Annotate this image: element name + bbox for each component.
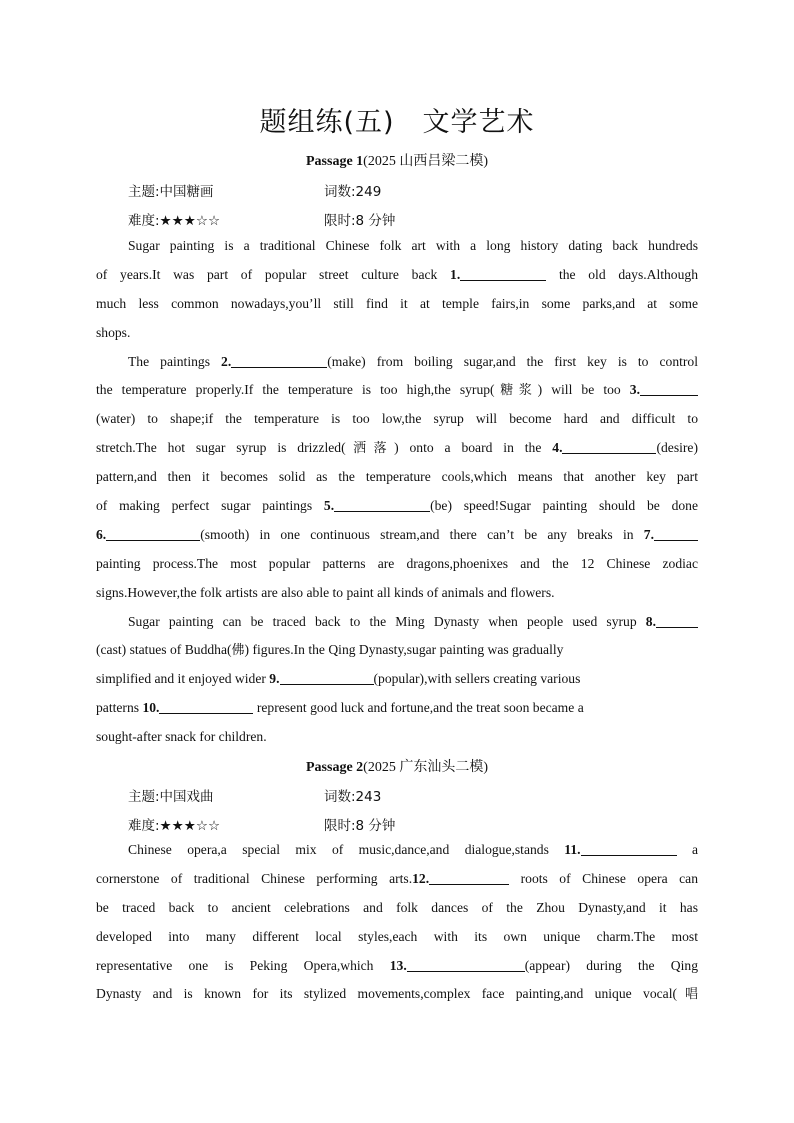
passage-2-theme: 主题:中国戏曲 — [128, 789, 214, 805]
answer-blank-2[interactable] — [231, 353, 327, 368]
text-line: Sugar painting can be traced back to the Ming Dynasty when people used syrup 8. — [96, 608, 698, 637]
text-line: painting process.The most popular patterns are dragons,phoenixes and the 12 Chinese zodiac — [96, 555, 698, 571]
page-title: 题组练(五) 文学艺术 — [259, 107, 535, 138]
blank-number: 7. — [643, 526, 654, 542]
blank-number: 6. — [96, 526, 107, 542]
answer-blank-5[interactable] — [334, 497, 430, 512]
answer-blank-10[interactable] — [159, 699, 253, 714]
passage-2-word-count: 词数:243 — [324, 789, 382, 805]
answer-blank-13[interactable] — [407, 957, 525, 972]
passage-2-time-limit: 限时:8 分钟 — [324, 818, 396, 834]
text-line: The paintings 2. (make) from boiling sugar,and the first key is to control — [128, 353, 698, 369]
text-line: 6. (smooth) in one continuous stream,and there can’t be any breaks in 7. — [96, 521, 698, 550]
text-line: sought-after snack for children. — [96, 729, 267, 745]
passage-2-header — [0, 756, 794, 776]
blank-number: 9. — [269, 671, 280, 687]
text-line: simplified and it enjoyed wider 9. (popular),with sellers creating various — [96, 671, 581, 687]
text-line: pattern,and then it becomes solid as the temperature cools,which means that another key part — [96, 469, 698, 485]
text-line: shops. — [96, 324, 131, 340]
blank-number: 13. — [389, 957, 407, 973]
passage-1-difficulty: 难度:★★★☆☆ — [128, 213, 221, 229]
answer-blank-9[interactable] — [280, 670, 374, 685]
passage-2-difficulty: 难度:★★★☆☆ — [128, 818, 221, 834]
passage-2-label: Passage 2 — [306, 760, 364, 775]
answer-blank-8[interactable] — [656, 613, 698, 628]
answer-blank-11[interactable] — [581, 841, 677, 856]
answer-blank-7[interactable] — [654, 526, 698, 541]
text-line: Chinese opera,a special mix of music,dance,and dialogue,stands 11. a — [128, 842, 698, 857]
blank-number: 5. — [323, 498, 335, 514]
text-line: signs.However,the folk artists are also able to paint all kinds of animals and flowers. — [96, 584, 555, 600]
passage-1-word-count: 词数:249 — [324, 184, 382, 200]
blank-number: 8. — [645, 613, 656, 629]
blank-number: 2. — [221, 353, 232, 369]
text-line: Dynasty and is known for its stylized movements,complex face painting,and unique vocal(唱 — [96, 986, 698, 1003]
blank-number: 3. — [629, 382, 640, 398]
text-line: cornerstone of traditional Chinese performing arts.12. roots of Chinese opera can — [96, 870, 698, 886]
text-line: stretch.The hot sugar syrup is drizzled(洒落) onto a board in the 4. (desire) — [96, 440, 698, 457]
answer-blank-4[interactable] — [562, 439, 656, 454]
passage-1-time-limit: 限时:8 分钟 — [324, 213, 396, 229]
blank-number: 12. — [412, 870, 430, 886]
blank-number: 1. — [450, 266, 461, 282]
text-line: (cast) statues of Buddha(佛) figures.In the Qing Dynasty,sugar painting was gradually — [96, 642, 564, 659]
answer-blank-12[interactable] — [429, 870, 509, 885]
answer-blank-3[interactable] — [640, 381, 698, 396]
text-line: of making perfect sugar paintings 5. (be) speed!Sugar painting should be done — [96, 498, 698, 514]
passage-1-label: Passage 1 — [306, 154, 364, 169]
text-line: Sugar painting is a traditional Chinese folk art with a long history dating back hundreds — [128, 238, 698, 253]
passage-1-body — [96, 232, 698, 752]
blank-number: 11. — [564, 842, 581, 857]
passage-2-body — [96, 836, 698, 1009]
passage-1-source: (2025 山西吕梁二模) — [363, 154, 488, 169]
text-line: be traced back to ancient celebrations and folk dances of the Zhou Dynasty,and it has — [96, 899, 698, 915]
blank-number: 4. — [552, 440, 563, 456]
text-line: developed into many different local styles,each with its own unique charm.The most — [96, 928, 698, 944]
passage-1-theme: 主题:中国糖画 — [128, 184, 214, 200]
text-line: of years.It was part of popular street culture back 1. the old days.Although — [96, 266, 698, 282]
answer-blank-6[interactable] — [106, 526, 200, 541]
passage-2-source: (2025 广东汕头二模) — [363, 760, 488, 775]
text-line: the temperature properly.If the temperature is too high,the syrup(糖浆) will be too 3. — [96, 376, 698, 405]
text-line: representative one is Peking Opera,which 13. (appear) during the Qing — [96, 957, 698, 973]
answer-blank-1[interactable] — [460, 266, 546, 281]
text-line: (water) to shape;if the temperature is too low,the syrup will become hard and difficult to — [96, 411, 698, 427]
passage-1-header — [0, 150, 794, 170]
blank-number: 10. — [142, 700, 160, 716]
text-line: much less common nowadays,you’ll still find it at temple fairs,in some parks,and at some — [96, 295, 698, 311]
text-line: patterns 10. represent good luck and fortune,and the treat soon became a — [96, 700, 584, 716]
